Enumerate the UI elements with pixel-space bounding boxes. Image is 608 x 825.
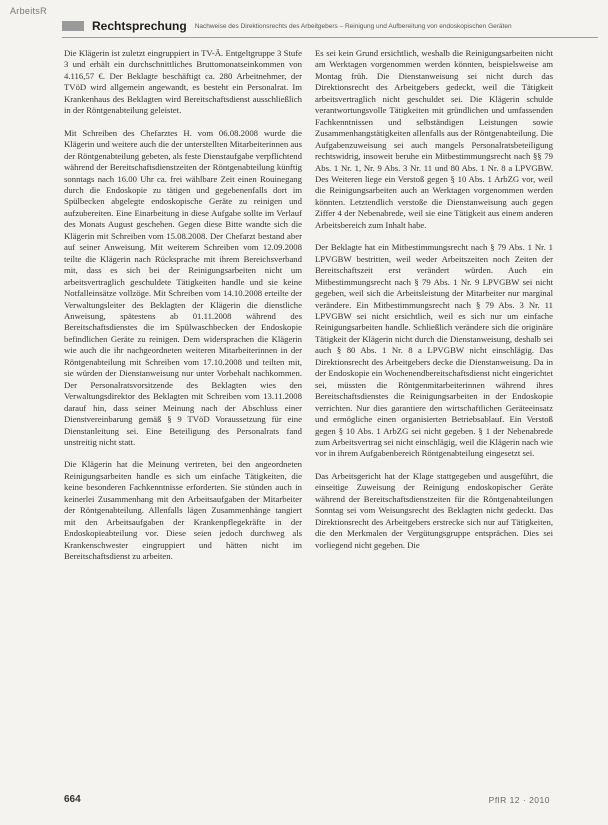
journal-issue: PflR 12 · 2010 [488,795,550,805]
paragraph: Das Arbeitsgericht hat der Klage stattgegeben und ausgeführt, die einseitige Zuweisung der Reinigung endoskopischer Geräte während der Bereitschaftsdienstzeiten für die Röntgenabteilungen Sonntag sei vom Weisungsrecht des Beklagten nicht gedeckt. Das Direktionsrecht des Arbeitgebers erstrecke sich nur auf Tätigkeiten, die den Merkmalen der Vergütungsgruppe entsprächen. Dies sei vorliegend nicht gegeben. Die [315,470,553,550]
section-marker [62,21,84,31]
running-head: ArbeitsR [10,6,47,16]
section-header [62,19,598,33]
paragraph: Die Klägerin hat die Meinung vertreten, bei den angeordneten Reinigungsarbeiten handle es sich um einfache Tätigkeiten, die keine besonderen Fachkenntnisse erforderten. Sie stünden auch in keinerlei Zusammenhang mit den Arbeitsaufgaben der Mitarbeiter der Röntgenabteilung. Allenfalls lägen Zusammenhänge tangiert mit den Arbeitsaufgaben der Krankenpflegekräfte in der Endoskopieabteilung vor. Diese seien jedoch durchweg als Krankenschwester eingruppiert und hätten nicht im Bereitschaftsdienst zu arbeiten. [64,459,302,562]
header-divider [62,37,598,38]
left-column [64,48,302,573]
section-subtitle: Nachweise des Direktionsrechts des Arbeitgebers – Reinigung und Aufbereitung von endoskopischen Geräten [194,22,512,30]
paragraph: Mit Schreiben des Chefarztes H. vom 06.08.2008 wurde die Klägerin und weitere auch die der unterstellten Mitarbeiterinnen aus der Röntgenabteilung gebeten, als feste Dienstaufgabe verpflichtend während der Bereitschaftsdienstzeiten der Röntgenabteilung künftig sonntags nach 16.00 Uhr ca. frei wählbare Zeit einen Rouinegang durch die Endoskopie zu tätigen und gegebenenfalls dort im Spülbecken abgelegte endoskopische Geräte zu reinigen und aufzubereiten. Eine Einarbeitung in diese Aufgabe sollte im Verlauf des Monats August geschehen. Gegen diese Bitte wandte sich die Klägerin mit Schreiben vom 15.08.2008. Der Chefarzt bestand aber auf seiner Anweisung. Mit weiterem Schreiben vom 12.09.2008 teilte die Klägerin nach Rücksprache mit ihrem Bereichsverband mit, dass es sich bei der Reinigungsarbeiten nicht um arbeitsvertraglich geschuldete Tätigkeiten handle und sie keine Notfalleinsätze vollzöge. Mit Schreiben vom 14.10.2008 erteilte der Verwaltungsleiter des Beklagten der Klägerin die dienstliche Anweisung, spätestens ab 01.11.2008 während des Bereitschaftsdienstes die im Spülwaschbecken der Endoskopie befindlichen Geräte zu reinigen. Dem widersprachen die Klägerin wie auch die ihr nachgeordneten weiteren Mitarbeiterinnen in der Röntgenabteilung mit Schreiben vom 17.10.2008 und teilten mit, sie würden der Dienstanweisung nur unter Vorbehalt nachkommen. Der Personalratsvorsitzende des Beklagten wies den Verwaltungsdirektor des Beklagten mit Schreiben vom 13.11.2008 darauf hin, dass seiner Meinung nach der Abschluss einer Dienstvereinbarung gemäß § 9 TVöD Voraussetzung für eine Dienstanleitung sei. Eine Beteiligung des Personalrats fand unstreitig nicht statt. [64,127,302,447]
page-number: 664 [64,794,81,805]
paragraph: Die Klägerin ist zuletzt eingruppiert in TV-Ä. Entgeltgruppe 3 Stufe 3 und erhält ein durchschnittliches Bruttomonatseinkommen von 4.116,57 €. Der Beklagte beschäftigt ca. 280 Arbeitnehmer, der TVöD wird allgemein angewandt, es besteht ein Personalrat. Im Krankenhaus des Beklagten wird Bereitschaftsdienst ausschließlich in der Röntgenabteilung geleistet. [64,48,302,116]
right-column [315,48,553,562]
section-title: Rechtsprechung [92,19,187,33]
paragraph: Der Beklagte hat ein Mitbestimmungsrecht nach § 79 Abs. 1 Nr. 1 LPVGBW bestritten, weil weder Arbeitszeiten noch Zeiten der Bereitschaftszeit erst verändert würden. Auch ein Mitbestimmungsrecht nach § 79 Abs. 1 Nr. 9 LPVGBW sei nicht gegeben, weil sich die Arbeitsleistung der Mitarbeiter nur marginal verändere. Ein Mitbestimmungsrecht nach § 79 Abs. 3 Nr. 11 LPVGBW sei nicht ersichtlich, weil es sich nur um einfache Reinigungsarbeiten handle. Schließlich verändere sich die originäre Tätigkeit der Klägerin nicht durch die Dienstanweisung, deshalb sei auch § 80 Abs. 1 Nr. 8 a LPVGBW nicht einschlägig. Das Direktionsrecht des Arbeitgebers decke die Dienstanweisung. Da in der Endoskopie ein Wochenendbereitschaftsdienst nicht eingerichtet sei, müssten die Röntgenmitarbeiterinnen während ihres Bereitschaftsdienstes die Reinigungsarbeiten in der Endoskopie verrichten. Nur dies garantiere den wirtschaftlichen Geräteeinsatz und ermögliche einen organisierten Betriebsablauf. Ein Verstoß gegen § 10 Abs. 1 ArbZG sei nicht gegeben. § 1 der Nebenabrede zum Arbeitsvertrag sei nicht einschlägig, weil die Klägerin nach wie vor in ihrem Aufgabenbereich Röntgenabteilung eingesetzt sei. [315,242,553,459]
paragraph: Es sei kein Grund ersichtlich, weshalb die Reinigungsarbeiten nicht am Werktagen vorgenommen werden könnten, beispielsweise am Montag früh. Die Dienstanweisung sei nicht durch das Direktionsrecht des Arbeitgebers gedeckt, weil die Tätigkeit arbeitsvertraglich nicht geschuldet sei. Die Klägerin schulde verantwortungsvolle Tätigkeiten mit gründlichen und umfassenden Fachkenntnissen und selbständigen Leistungen sowie Zusammenhangstätigkeiten allenfalls aus der Röntgenabteilung. Die Aufgabenzuweisung sei auch mangels Personalratsbeteiligung rechtswidrig, insoweit beruhe ein Mitbestimmungsrecht nach §§ 79 Abs. 1 Nr. 1, Nr. 9 Abs. 3 Nr. 11 und 80 Abs. 1 Nr. 8 a LPVGBW. Des Weiteren liege ein Verstoß gegen § 10 Abs. 1 ArbZG vor, weil die Reinigungsarbeiten auch an Werktagen vorgenommen werden könnten. Letztendlich verstoße die Dienstanweisung auch gegen Ziffer 4 der Nebenabrede, weil sie eine Tätigkeit aus einem anderen Arbeitsbereich zum Inhalt habe. [315,48,553,230]
